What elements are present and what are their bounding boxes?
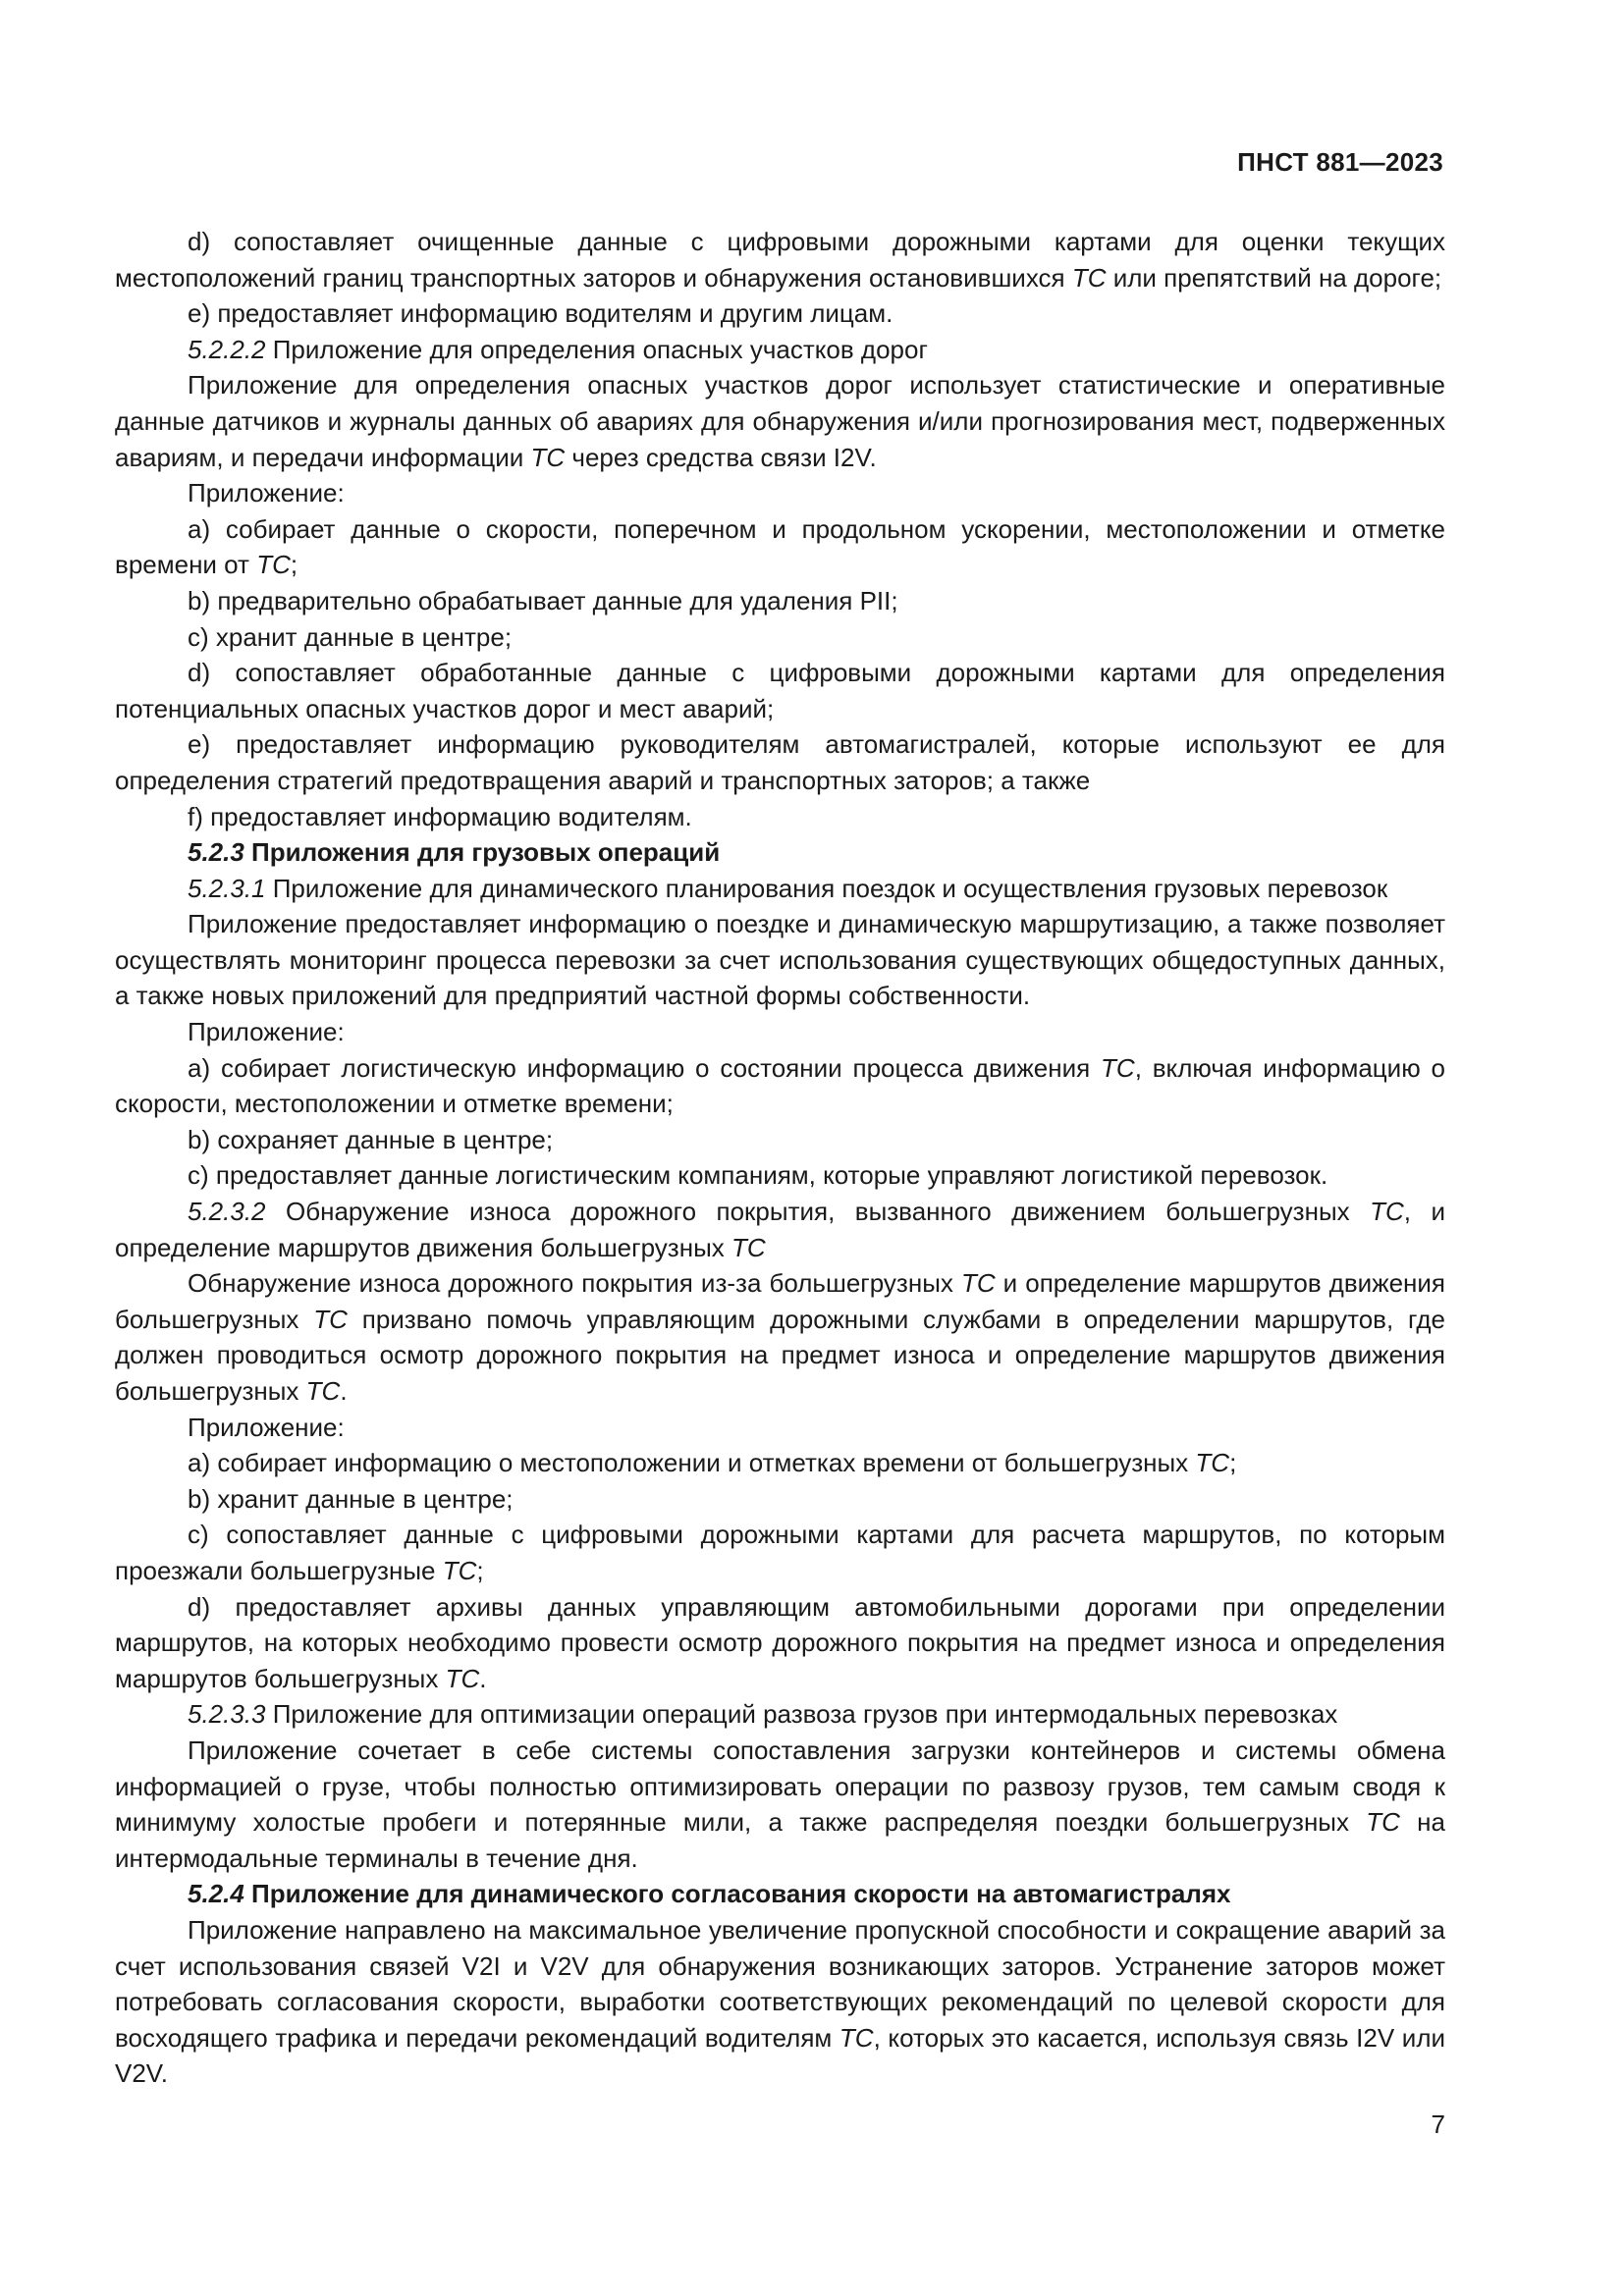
paragraph: d) сопоставляет очищенные данные с цифровыми дорожными картами для оценки текущих местоположений границ транспортных заторов и обнаружения остановившихся ТС или препятствий на дороге; [115,227,1445,293]
list-item: c) сопоставляет данные с цифровыми дорожными картами для расчета маршрутов, по которым проезжали большегрузные ТС; [115,1520,1445,1585]
list-item: c) хранит данные в центре; [188,621,513,652]
list-item: b) хранит данные в центре; [188,1483,514,1514]
subsection-heading: 5.2.2.2 Приложение для определения опасных участков дорог [188,334,928,364]
paragraph: Приложение для определения опасных участков дорог использует статистические и оперативные данные датчиков и журналы данных об авариях для обнаружения и/или прогнозирования мест, подверженных авариям, и передачи информации ТС через средства связи I2V. [115,370,1445,472]
list-item: b) предварительно обрабатывает данные для удаления PII; [188,585,898,615]
subsection-heading: 5.2.3.2 Обнаружение износа дорожного покрытия, вызванного движением большегрузных ТС, и определение маршрутов движения большегрузных ТС [115,1197,1445,1262]
list-item: a) собирает информацию о местоположении и отметках времени от большегрузных ТС; [188,1448,1237,1478]
paragraph: Приложение: [188,478,345,508]
document-code: ПНСТ 881—2023 [1237,147,1443,177]
subsection-heading: 5.2.3.1 Приложение для динамического планирования поездок и осуществления грузовых перевозок [188,873,1388,903]
paragraph: Приложение сочетает в себе системы сопоставления загрузки контейнеров и системы обмена информацией о грузе, чтобы полностью оптимизировать операции по развозу грузов, тем самым сводя к минимуму холостые пробеги и потерянные мили, а также распределяя поездки большегрузных ТС на интермодальные терминалы в течение дня. [115,1735,1445,1873]
paragraph: Обнаружение износа дорожного покрытия из-за большегрузных ТС и определение маршрутов движения большегрузных ТС призвано помочь управляющим дорожными службами в определении маршрутов, где должен проводиться осмотр дорожного покрытия на предмет износа и определение маршрутов движения большегрузных ТС. [115,1268,1446,1406]
list-item: b) сохраняет данные в центре; [188,1124,554,1154]
paragraph: Приложение: [188,1017,345,1047]
list-item: f) предоставляет информацию водителям. [188,801,692,831]
document-body [115,224,1445,2092]
section-heading: 5.2.3 Приложения для грузовых операций [188,837,721,868]
paragraph: Приложение: [188,1412,345,1442]
list-item: e) предоставляет информацию руководителям автомагистралей, которые используют ее для определения стратегий предотвращения аварий и транспортных заторов; а также [115,729,1445,795]
list-item: d) сопоставляет обработанные данные с цифровыми дорожными картами для определения потенциальных опасных участков дорог и мест аварий; [115,658,1445,723]
paragraph: Приложение направлено на максимальное увеличение пропускной способности и сокращение аварий за счет использования связей V2I и V2V для обнаружения возникающих заторов. Устранение заторов может потребовать согласования скорости, выработки соответствующих рекомендаций по целевой скорости для восходящего трафика и передачи рекомендаций водителям ТС, которых это касается, используя связь I2V или V2V. [115,1914,1446,2089]
list-item: a) собирает данные о скорости, поперечном и продольном ускорении, местоположении и отметке времени от ТС; [115,513,1445,580]
page-number: 7 [1431,2109,1445,2139]
list-item: a) собирает логистическую информацию о состоянии процесса движения ТС, включая информацию о скорости, местоположении и отметке времени; [115,1052,1445,1119]
paragraph: e) предоставляет информацию водителям и другим лицам. [188,298,893,329]
list-item: c) предоставляет данные логистическим компаниям, которые управляют логистикой перевозок. [188,1160,1328,1191]
subsection-heading: 5.2.3.3 Приложение для оптимизации операций развоза грузов при интермодальных перевозках [188,1699,1338,1730]
section-heading: 5.2.4 Приложение для динамического согласования скорости на автомагистралях [188,1879,1231,1909]
paragraph: Приложение предоставляет информацию о поездке и динамическую маршрутизацию, а также позволяет осуществлять мониторинг процесса перевозки за счет использования существующих общедоступных данных, а также новых приложений для предприятий частной формы собственности. [115,909,1445,1011]
list-item: d) предоставляет архивы данных управляющим автомобильными дорогами при определении маршрутов, на которых необходимо провести осмотр дорожного покрытия на предмет износа и определения маршрутов большегрузных ТС. [115,1591,1445,1693]
